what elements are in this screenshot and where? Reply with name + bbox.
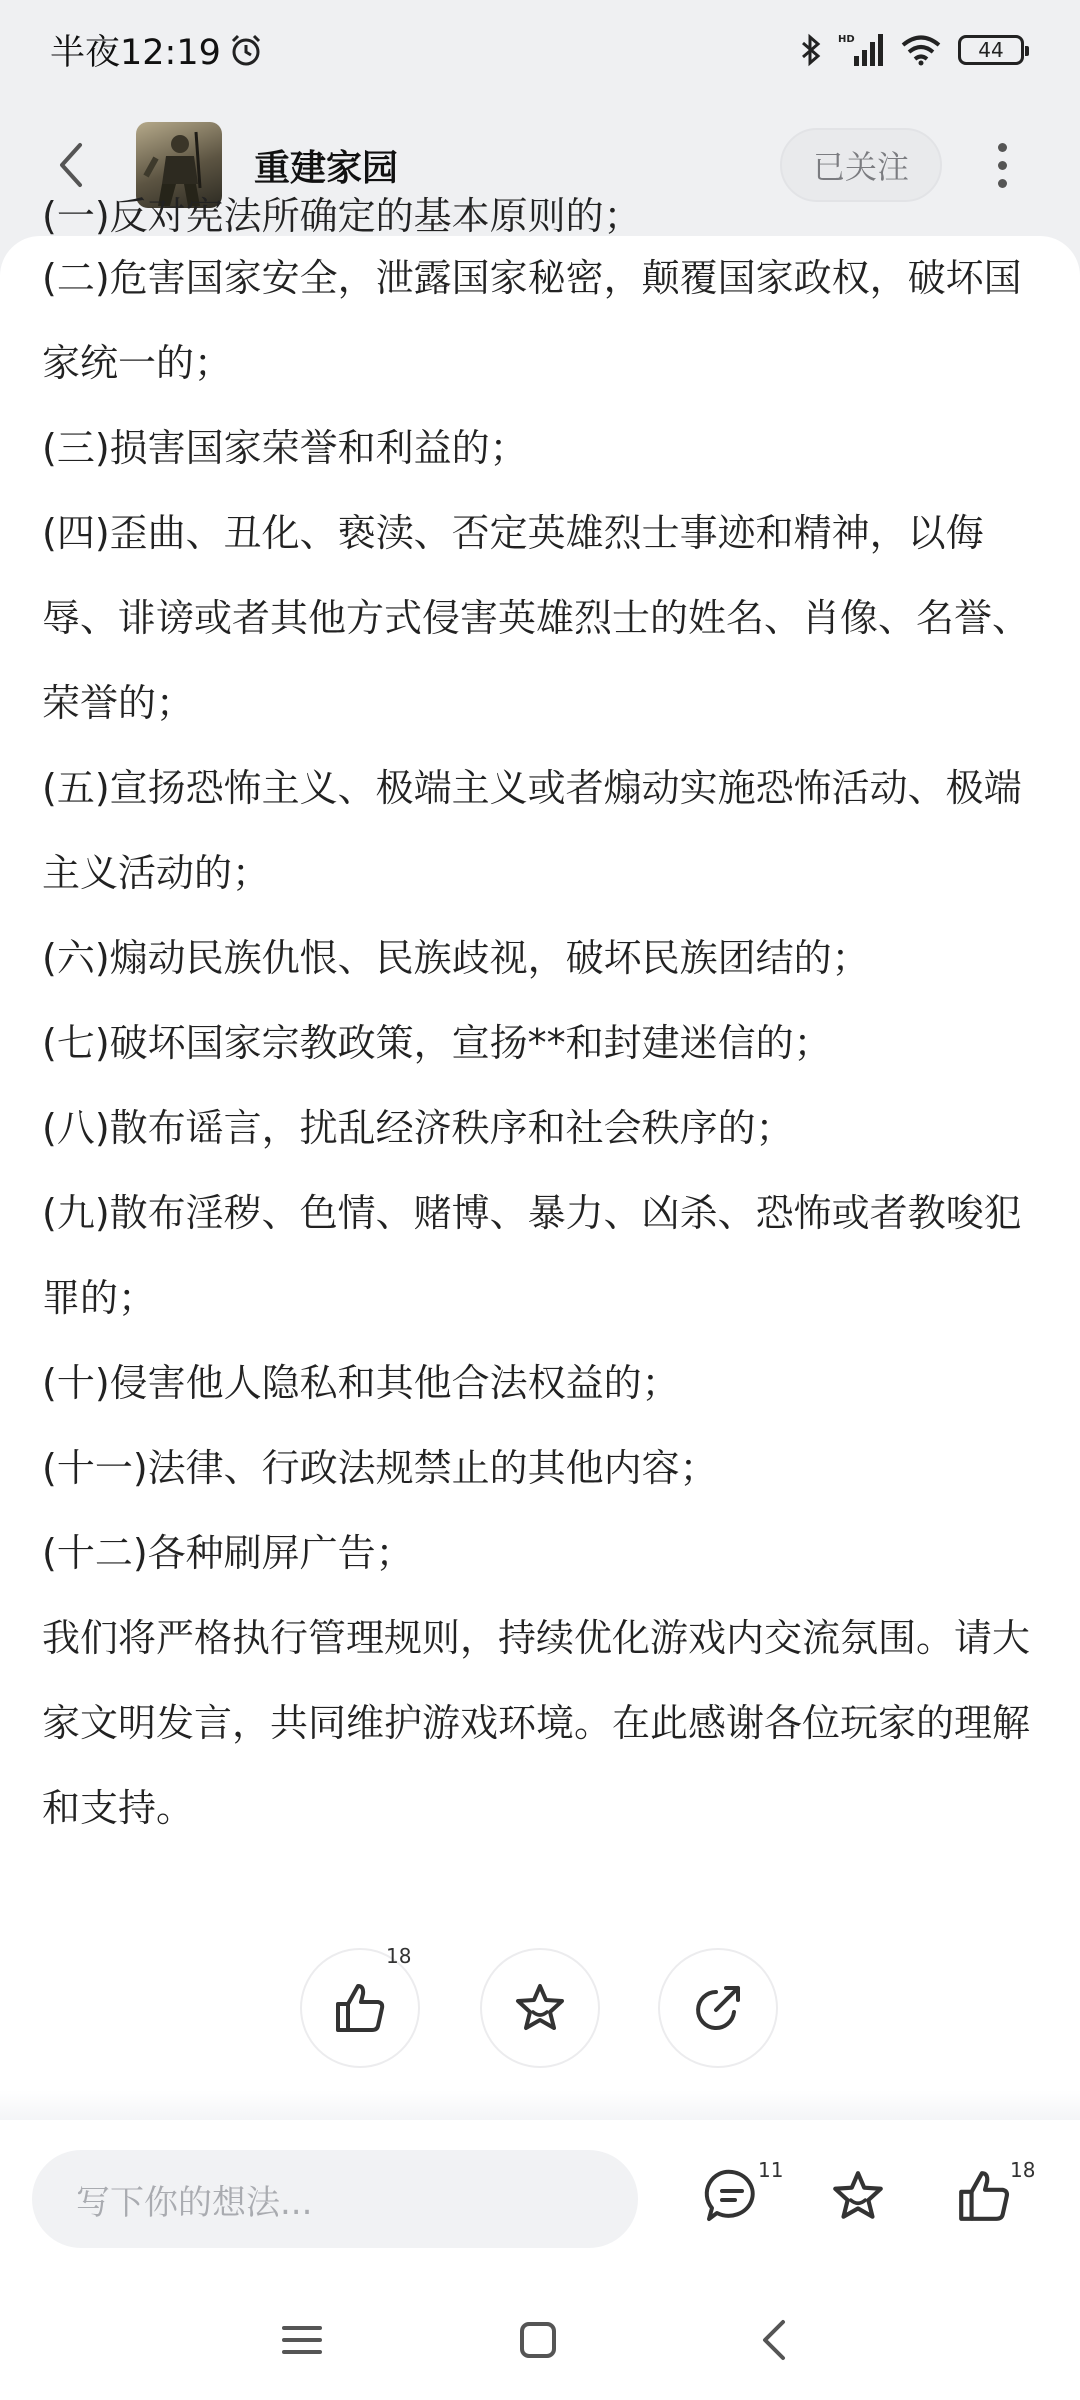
like-count-bottom: 18 (1010, 2158, 1036, 2182)
share-icon (690, 1980, 746, 2036)
status-time: 半夜12:19 (50, 33, 221, 73)
article-actions (0, 1944, 1080, 2078)
follow-button[interactable]: 已关注 (780, 128, 942, 202)
article-paragraph: (二)危害国家安全，泄露国家秘密，颠覆国家政权，破坏国家统一的； (42, 256, 1022, 385)
wifi-icon (900, 34, 942, 66)
article-paragraph: (十二)各种刷屏广告； (42, 1531, 414, 1575)
article-paragraph: (八)散布谣言，扰乱经济秩序和社会秩序的； (42, 1106, 794, 1150)
page-title: 重建家园 (254, 148, 399, 189)
more-dot-icon (998, 161, 1007, 170)
article-paragraph: (七)破坏国家宗教政策，宣扬**和封建迷信的； (42, 1021, 832, 1065)
menu-icon (282, 2322, 322, 2358)
like-count: 18 (386, 1944, 412, 1968)
favorite-button-bottom[interactable] (828, 2166, 888, 2226)
favorite-button[interactable] (480, 1948, 600, 2068)
battery-indicator: 44 (958, 35, 1024, 65)
hd-label: HD (838, 34, 855, 45)
comment-bar (0, 2120, 1080, 2280)
article-paragraph: (九)散布淫秽、色情、赌博、暴力、凶杀、恐怖或者教唆犯罪的； (42, 1191, 1022, 1320)
article-card (0, 194, 1080, 2120)
comment-input[interactable]: 写下你的想法... (32, 2150, 638, 2248)
like-button-bottom[interactable] (954, 2166, 1014, 2226)
more-dot-icon (998, 143, 1007, 152)
home-square-icon (518, 2320, 558, 2360)
cellular-signal-icon (838, 32, 884, 68)
article-paragraph: (五)宣扬恐怖主义、极端主义或者煽动实施恐怖活动、极端主义活动的； (42, 766, 1022, 895)
article-cut-line: (一)反对宪法所确定的基本原则的； (42, 194, 642, 238)
article-paragraph: (十一)法律、行政法规禁止的其他内容； (42, 1446, 718, 1490)
menu-nav-button[interactable] (272, 2310, 332, 2370)
more-dot-icon (998, 179, 1007, 188)
status-bar (0, 0, 1080, 100)
back-nav-button[interactable] (744, 2310, 804, 2370)
back-triangle-icon (759, 2318, 789, 2362)
thumbs-up-icon (332, 1980, 388, 2036)
article-paragraph: (三)损害国家荣誉和利益的； (42, 426, 528, 470)
home-nav-button[interactable] (508, 2310, 568, 2370)
article-paragraph: (四)歪曲、丑化、亵渎、否定英雄烈士事迹和精神，以侮辱、诽谤或者其他方式侵害英雄烈士的姓名、肖像、名誉、荣誉的； (42, 511, 1031, 725)
article-paragraph: (十)侵害他人隐私和其他合法权益的； (42, 1361, 680, 1405)
article-body (42, 236, 1042, 1851)
alarm-icon (229, 33, 263, 67)
article-paragraph: 我们将严格执行管理规则，持续优化游戏内交流氛围。请大家文明发言，共同维护游戏环境。在此感谢各位玩家的理解和支持。 (42, 1616, 1031, 1830)
comment-count: 11 (758, 2158, 784, 2182)
star-icon (512, 1980, 568, 2036)
comment-button[interactable] (702, 2166, 762, 2226)
thumbs-up-icon (955, 2167, 1013, 2225)
system-nav-bar (0, 2280, 1080, 2400)
article-paragraph: (六)煽动民族仇恨、民族歧视，破坏民族团结的； (42, 936, 870, 980)
share-button[interactable] (658, 1948, 778, 2068)
comment-icon (703, 2167, 761, 2225)
more-options-button[interactable] (984, 132, 1020, 198)
bluetooth-icon (800, 33, 822, 67)
star-icon (829, 2167, 887, 2225)
